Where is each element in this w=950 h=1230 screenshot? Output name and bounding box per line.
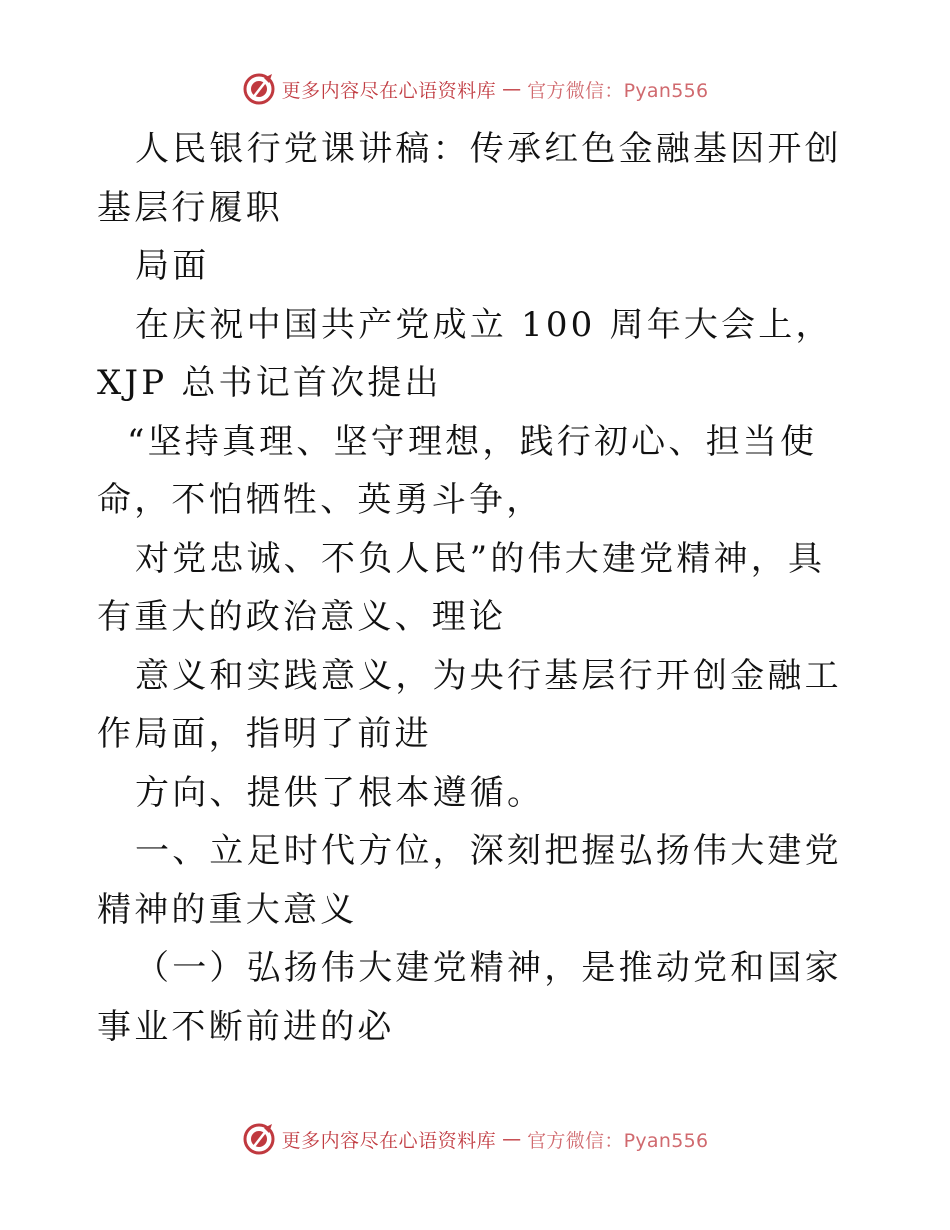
watermark-logo-icon xyxy=(242,72,276,106)
watermark-header xyxy=(0,72,950,106)
watermark-logo-icon xyxy=(242,1122,276,1156)
watermark-separator: — xyxy=(502,1128,522,1150)
paragraph-significance: 对党忠诚、不负人民”的伟大建党精神，具有重大的政治意义、理论 xyxy=(97,538,826,637)
watermark-separator: — xyxy=(502,78,522,100)
paragraph-practice: 意义和实践意义，为央行基层行开创金融工作局面，指明了前进 xyxy=(97,655,842,754)
subsection-heading-1: （一）弘扬伟大建党精神，是推动党和国家事业不断前进的必 xyxy=(97,948,842,1047)
paragraph-direction: 方向、提供了根本遵循。 xyxy=(135,772,545,813)
watermark-text: 更多内容尽在心语资料库 xyxy=(281,1129,497,1152)
paragraph-intro: 在庆祝中国共产党成立 100 周年大会上，XJP 总书记首次提出 xyxy=(97,304,833,403)
watermark-footer xyxy=(0,1122,950,1156)
document-title-continued: 局面 xyxy=(135,246,210,286)
watermark-contact: 官方微信：Pyan556 xyxy=(527,1129,709,1152)
document-body xyxy=(97,120,857,1056)
watermark-text: 更多内容尽在心语资料库 xyxy=(281,79,497,102)
paragraph-quote: “坚持真理、坚守理想，践行初心、担当使命，不怕牺牲、英勇斗争， xyxy=(97,421,818,520)
document-title: 人民银行党课讲稿：传承红色金融基因开创基层行履职 xyxy=(97,129,842,228)
section-heading-1: 一、立足时代方位，深刻把握弘扬伟大建党精神的重大意义 xyxy=(97,831,842,930)
watermark-contact: 官方微信：Pyan556 xyxy=(527,79,709,102)
